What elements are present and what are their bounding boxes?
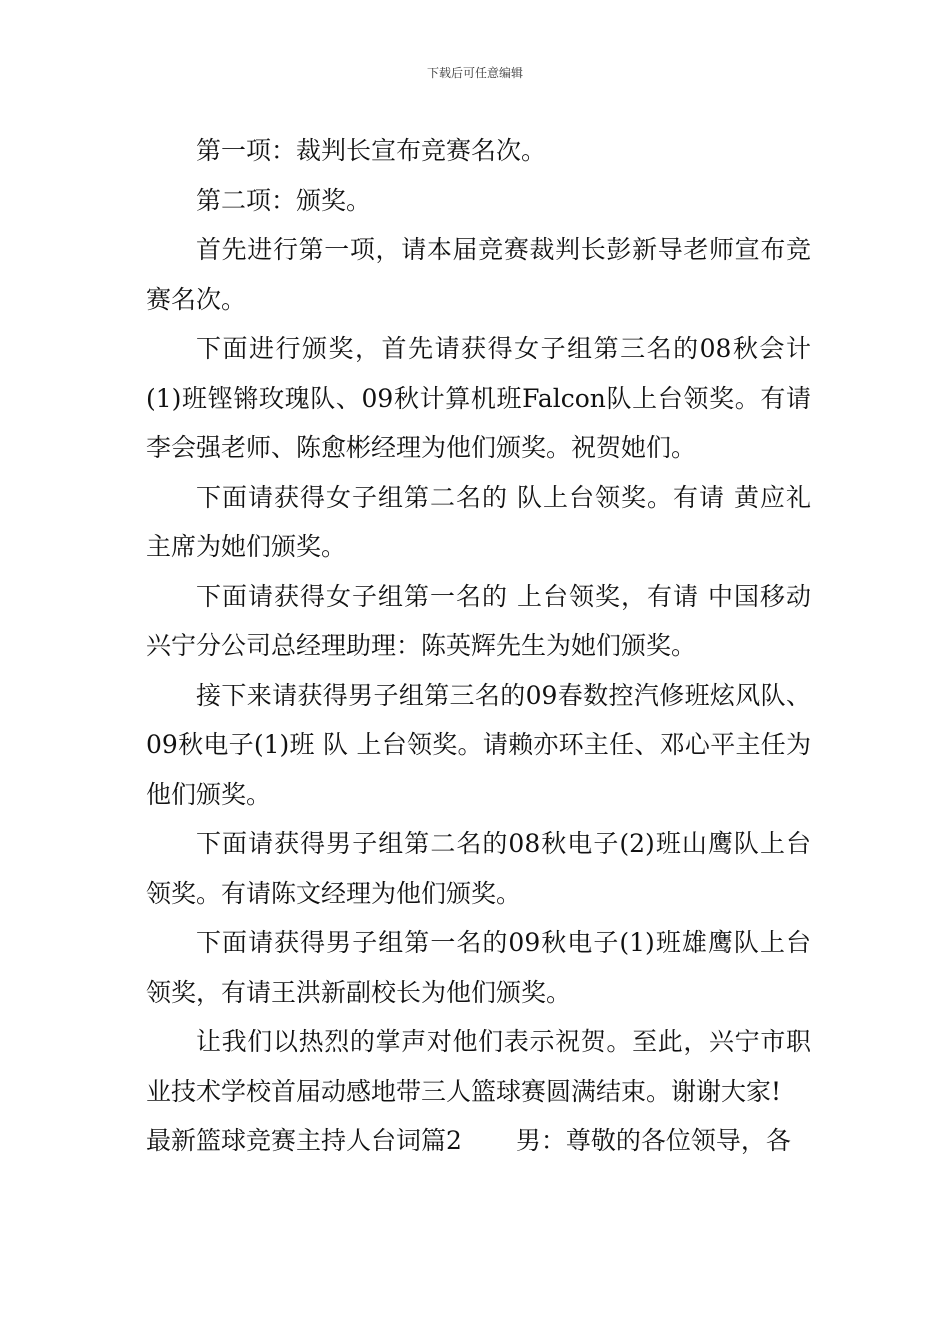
paragraph-men-second: 下面请获得男子组第二名的08秋电子(2)班山鹰队上台领奖。有请陈文经理为他们颁奖。 [146,829,811,908]
paragraph-item-2: 第二项：颁奖。 [196,185,372,215]
paragraph-opening-ranking: 首先进行第一项，请本届竞赛裁判长彭新导老师宣布竞赛名次。 [146,235,811,314]
page-header: 下载后可任意编辑 [426,66,523,80]
paragraph-women-second: 下面请获得女子组第二名的 队上台领奖。有请 黄应礼主席为她们颁奖。 [146,482,811,561]
paragraph-women-third: 下面进行颁奖，首先请获得女子组第三名的08秋会计(1)班铿锵玫瑰队、09秋计算机班Falcon队上台领奖。有请李会强老师、陈愈彬经理为他们颁奖。祝贺她们。 [146,334,811,462]
paragraph-men-first: 下面请获得男子组第一名的09秋电子(1)班雄鹰队上台领奖，有请王洪新副校长为他们颁奖。 [146,928,811,1007]
paragraph-item-1: 第一项：裁判长宣布竞赛名次。 [196,136,547,165]
section-title: 最新篮球竞赛主持人台词篇2 [146,1126,462,1155]
section-heading-line [146,1116,811,1166]
paragraph-women-first: 下面请获得女子组第一名的 上台领奖，有请 中国移动兴宁分公司总经理助理：陈英辉先生为她们颁奖。 [146,581,811,660]
paragraph-men-third: 接下来请获得男子组第三名的09春数控汽修班炫风队、09秋电子(1)班 队 上台领奖。请赖亦环主任、邓心平主任为他们颁奖。 [146,680,811,809]
paragraph-closing: 让我们以热烈的掌声对他们表示祝贺。至此，兴宁市职业技术学校首届动感地带三人篮球赛圆满结束。谢谢大家! [146,1027,811,1106]
document-body [146,126,811,1166]
section-continuation: 男：尊敬的各位领导，各 [515,1126,791,1155]
